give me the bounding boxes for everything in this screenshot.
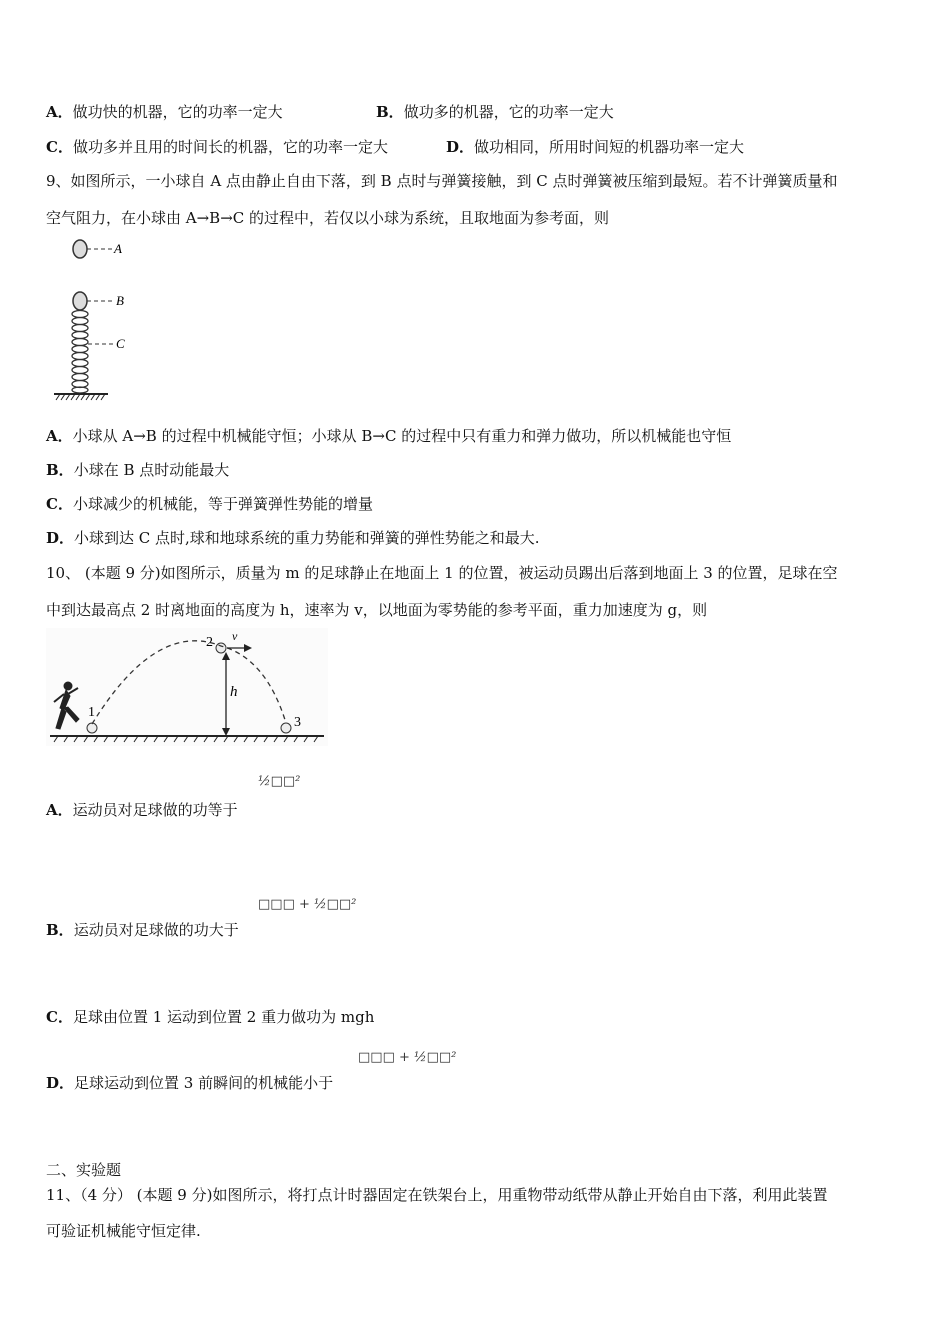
q8-option-a: A．做功快的机器，它的功率一定大 xyxy=(46,103,283,121)
ball-position-3 xyxy=(281,723,291,733)
label-c: C xyxy=(116,336,125,351)
label-3: 3 xyxy=(294,715,301,730)
label-b: B xyxy=(116,293,124,308)
q9-option-b: B．小球在 B 点时动能最大 xyxy=(46,461,230,479)
ball-a xyxy=(73,240,87,258)
q10-football-figure xyxy=(46,628,328,746)
q8-option-c: C．做功多并且用的时间长的机器，它的功率一定大 xyxy=(46,138,388,156)
spring xyxy=(72,311,88,394)
q8-option-b: B．做功多的机器，它的功率一定大 xyxy=(376,103,614,121)
label-h: h xyxy=(230,684,238,700)
q10-option-b-formula: □□□ + ½□□² xyxy=(258,897,357,912)
q11-stem-line1: 11、（4 分） (本题 9 分)如图所示，将打点计时器固定在铁架台上，用重物带动纸带从静止开始自由下落，利用此装置 xyxy=(46,1186,828,1204)
ball-position-1 xyxy=(87,723,97,733)
ball-position-2 xyxy=(216,643,226,653)
q10-option-d-formula: □□□ + ½□□² xyxy=(358,1050,457,1065)
q11-stem-line2: 可验证机械能守恒定律. xyxy=(46,1222,201,1240)
q8-option-d: D．做功相同，所用时间短的机器功率一定大 xyxy=(446,138,745,156)
q10-stem-line1: 10、 (本题 9 分)如图所示，质量为 m 的足球静止在地面上 1 的位置，被运动员踢出后落到地面上 3 的位置，足球在空 xyxy=(46,564,838,582)
q10-option-a: A．运动员对足球做的功等于 xyxy=(46,801,238,819)
q10-option-b: B．运动员对足球做的功大于 xyxy=(46,921,239,939)
label-v: v xyxy=(232,629,238,643)
q9-option-a: A．小球从 A→B 的过程中机械能守恒；小球从 B→C 的过程中只有重力和弹力做功，所以机械能也守恒 xyxy=(46,427,732,445)
q9-spring-figure xyxy=(50,234,150,404)
q9-option-c: C．小球减少的机械能，等于弹簧弹性势能的增量 xyxy=(46,495,373,513)
label-1: 1 xyxy=(88,705,95,720)
section-title: 二、实验题 xyxy=(46,1161,122,1179)
q9-stem-line2: 空气阻力，在小球由 A→B→C 的过程中，若仅以小球为系统，且取地面为参考面，则 xyxy=(46,209,610,227)
q10-option-a-formula: ½□□² xyxy=(258,774,301,789)
q10-stem-line2: 中到达最高点 2 时离地面的高度为 h，速率为 v，以地面为零势能的参考平面，重力加速度为 g，则 xyxy=(46,601,708,619)
ball-b xyxy=(73,292,87,310)
q9-stem-line1: 9、如图所示，一小球自 A 点由静止自由下落，到 B 点时与弹簧接触，到 C 点时弹簧被压缩到最短。若不计弹簧质量和 xyxy=(46,172,838,190)
q9-option-d: D．小球到达 C 点时,球和地球系统的重力势能和弹簧的弹性势能之和最大. xyxy=(46,529,540,547)
label-2: 2 xyxy=(206,635,213,650)
label-a: A xyxy=(114,241,122,256)
q10-option-d: D．足球运动到位置 3 前瞬间的机械能小于 xyxy=(46,1074,334,1092)
q10-option-c: C．足球由位置 1 运动到位置 2 重力做功为 mgh xyxy=(46,1008,375,1026)
